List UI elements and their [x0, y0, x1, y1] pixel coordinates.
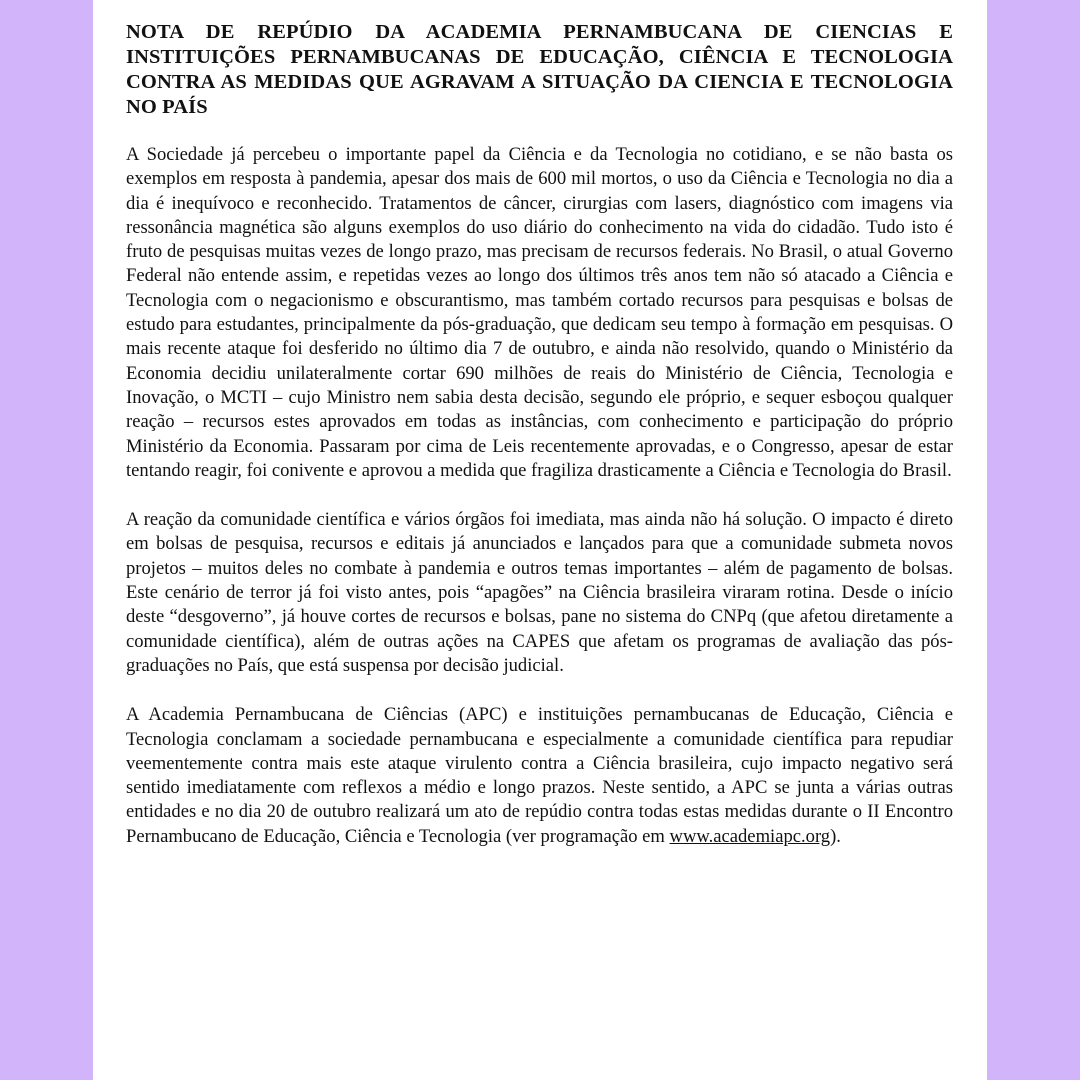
document-page [93, 0, 987, 1080]
paragraph-3-text: A Academia Pernambucana de Ciências (APC) e instituições pernambucanas de Educação, Ciência e Tecnologia conclamam a sociedade pernambucana e especialmente a comunidade científica para repudiar veementemente contra mais este ataque virulento contra a Ciência brasileira, cujo impacto negativo será sentido imediatamente com reflexos a médio e longo prazos. Neste sentido, a APC se junta a várias outras entidades e no dia 20 de outubro realizará um ato de repúdio contra todas estas medidas durante o II Encontro Pernambucano de Educação, Ciência e Tecnologia (ver programação em [126, 704, 953, 847]
paragraph-2: A reação da comunidade científica e vários órgãos foi imediata, mas ainda não há solução. O impacto é direto em bolsas de pesquisa, recursos e editais já anunciados e lançados para que a comunidade submeta novos projetos – muitos deles no combate à pandemia e outros temas importantes – além de pagamento de bolsas. Este cenário de terror já foi visto antes, pois “apagões” na Ciência brasileira viraram rotina. Desde o início deste “desgoverno”, já houve cortes de recursos e bolsas, pane no sistema do CNPq (que afetou diretamente a comunidade científica), além de outras ações na CAPES que afetam os programas de avaliação das pós-graduações no País, que está suspensa por decisão judicial. [126, 509, 953, 676]
paragraph-3-end: ). [830, 825, 841, 847]
paragraph-1: A Sociedade já percebeu o importante papel da Ciência e da Tecnologia no cotidiano, e se não basta os exemplos em resposta à pandemia, apesar dos mais de 600 mil mortos, o uso da Ciência e Tecnologia no dia a dia é inequívoco e reconhecido. Tratamentos de câncer, cirurgias com lasers, diagnóstico com imagens via ressonância magnética são alguns exemplos do uso diário do conhecimento na vida do cidadão. Tudo isto é fruto de pesquisas muitas vezes de longo prazo, mas precisam de recursos federais. No Brasil, o atual Governo Federal não entende assim, e repetidas vezes ao longo dos últimos três anos tem não só atacado a Ciência e Tecnologia com o negacionismo e obscurantismo, mas também cortado recursos para pesquisas e bolsas de estudo para estudantes, principalmente da pós-graduação, que dedicam seu tempo à formação em pesquisas. O mais recente ataque foi desferido no último dia 7 de outubro, e ainda não resolvido, quando o Ministério da Economia decidiu unilateralmente cortar 690 milhões de reais do Ministério de Ciência, Tecnologia e Inovação, o MCTI – cujo Ministro nem sabia desta decisão, segundo ele próprio, e sequer esboçou qualquer reação – recursos estes aprovados em todas as instâncias, com conhecimento e participação do próprio Ministério da Economia. Passaram por cima de Leis recentemente aprovadas, e o Congresso, apesar de estar tentando reagir, foi conivente e aprovou a medida que fragiliza drasticamente a Ciência e Tecnologia do Brasil. [126, 144, 953, 481]
paragraph-3 [126, 703, 953, 849]
academia-link[interactable]: www.academiapc.org [669, 825, 831, 847]
document-title: NOTA DE REPÚDIO DA ACADEMIA PERNAMBUCANA DE CIENCIAS E INSTITUIÇÕES PERNAMBUCANAS DE EDUCAÇÃO, CIÊNCIA E TECNOLOGIA CONTRA AS MEDIDAS QUE AGRAVAM A SITUAÇÃO DA CIENCIA E TECNOLOGIA NO PAÍS [126, 21, 953, 118]
